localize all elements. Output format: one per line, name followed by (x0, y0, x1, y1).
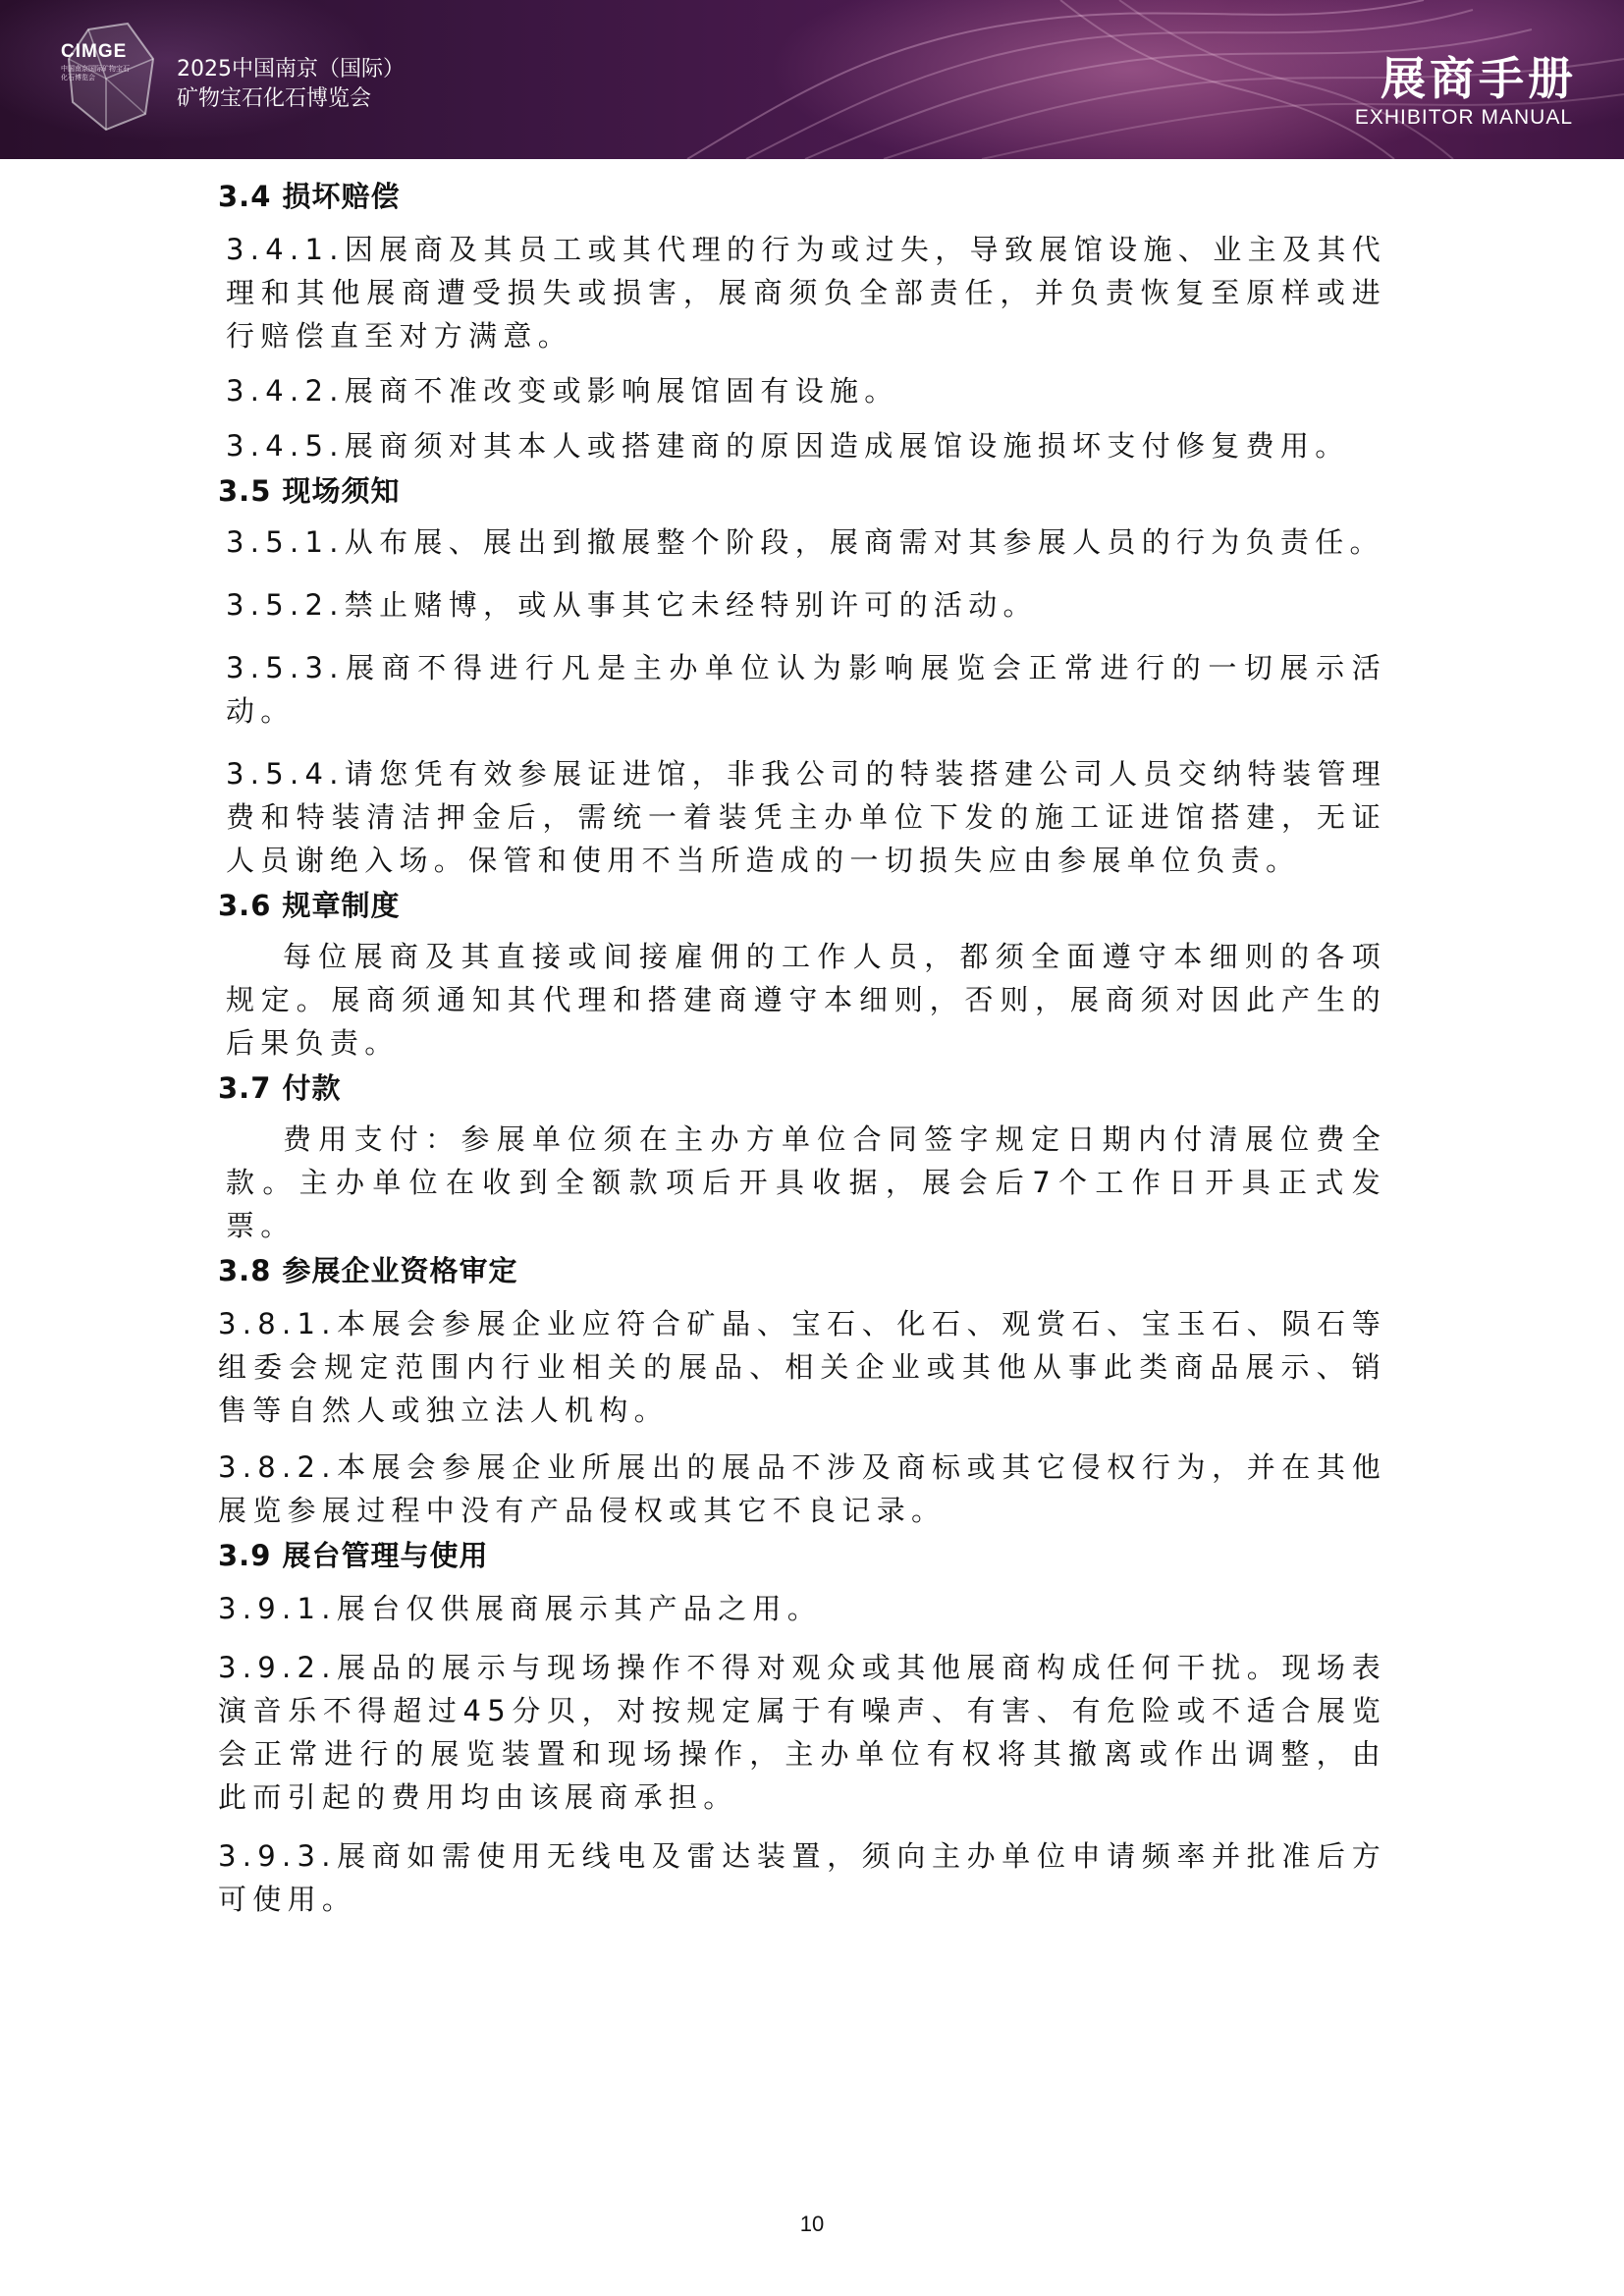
paragraph: 3.5.3.展商不得进行凡是主办单位认为影响展览会正常进行的一切展示活动。 (226, 651, 1386, 728)
paragraph: 3.5.2.禁止赌博，或从事其它未经特别许可的活动。 (226, 588, 1038, 622)
section-3-6 (218, 886, 1386, 1065)
section-title: 3.8 参展企业资格审定 (218, 1254, 518, 1287)
logo-wordmark: CIMGE (61, 41, 128, 62)
document-body (218, 177, 1386, 1921)
expo-name (177, 55, 405, 114)
page-number: 10 (799, 2212, 825, 2236)
paragraph: 3.4.5.展商须对其本人或搭建商的原因造成展馆设施损坏支付修复费用。 (226, 429, 1350, 463)
paragraph: 3.9.3.展商如需使用无线电及雷达装置，须向主办单位申请频率并批准后方可使用。 (218, 1839, 1386, 1916)
section-3-5 (218, 471, 1386, 882)
paragraph: 3.8.1.本展会参展企业应符合矿晶、宝石、化石、观赏石、宝玉石、陨石等组委会规定范围内行业相关的展品、相关企业或其他从事此类商品展示、销售等自然人或独立法人机构。 (218, 1307, 1386, 1427)
section-title: 3.5 现场须知 (218, 474, 401, 508)
section-title: 3.7 付款 (218, 1071, 342, 1105)
section-3-7 (218, 1068, 1386, 1247)
paragraph: 每位展商及其直接或间接雇佣的工作人员，都须全面遵守本细则的各项规定。展商须通知其代理和搭建商遵守本细则，否则，展商须对因此产生的后果负责。 (226, 940, 1386, 1060)
header-banner (0, 0, 1624, 159)
section-3-8 (218, 1251, 1386, 1532)
paragraph: 3.8.2.本展会参展企业所展出的展品不涉及商标或其它侵权行为，并在其他展览参展过程中没有产品侵权或其它不良记录。 (218, 1450, 1386, 1527)
section-title: 3.4 损坏赔偿 (218, 180, 401, 213)
expo-name-line2: 矿物宝石化石博览会 (177, 86, 372, 111)
paragraph: 3.4.2.展商不准改变或影响展馆固有设施。 (226, 374, 899, 408)
paragraph: 费用支付：参展单位须在主办方单位合同签字规定日期内付清展位费全款。主办单位在收到全额款项后开具收据，展会后7个工作日开具正式发票。 (226, 1122, 1386, 1242)
paragraph: 3.9.1.展台仅供展商展示其产品之用。 (218, 1592, 823, 1625)
section-title: 3.9 展台管理与使用 (218, 1539, 489, 1572)
section-3-4 (218, 177, 1386, 467)
manual-title: 展商手册 (1380, 52, 1577, 105)
paragraph: 3.5.1.从布展、展出到撤展整个阶段，展商需对其参展人员的行为负责任。 (226, 525, 1384, 559)
section-title: 3.6 规章制度 (218, 889, 401, 922)
logo-subtext: 中国南京国际矿物宝石化石博览会 (61, 66, 130, 82)
expo-name-line1: 2025中国南京（国际） (177, 57, 405, 82)
paragraph: 3.5.4.请您凭有效参展证进馆，非我公司的特装搭建公司人员交纳特装管理费和特装清洁押金后，需统一着装凭主办单位下发的施工证进馆搭建，无证人员谢绝入场。保管和使用不当所造成的一切损失应由参展单位负责。 (226, 757, 1386, 877)
paragraph: 3.9.2.展品的展示与现场操作不得对观众或其他展商构成任何干扰。现场表演音乐不得超过45分贝，对按规定属于有噪声、有害、有危险或不适合展览会正常进行的展览装置和现场操作，主办单位有权将其撤离或作出调整，由此而引起的费用均由该展商承担。 (218, 1651, 1386, 1814)
paragraph: 3.4.1.因展商及其员工或其代理的行为或过失，导致展馆设施、业主及其代理和其他展商遭受损失或损害，展商须负全部责任，并负责恢复至原样或进行赔偿直至对方满意。 (226, 233, 1386, 353)
section-3-9 (218, 1536, 1386, 1921)
manual-subtitle: EXHIBITOR MANUAL (1354, 106, 1573, 129)
